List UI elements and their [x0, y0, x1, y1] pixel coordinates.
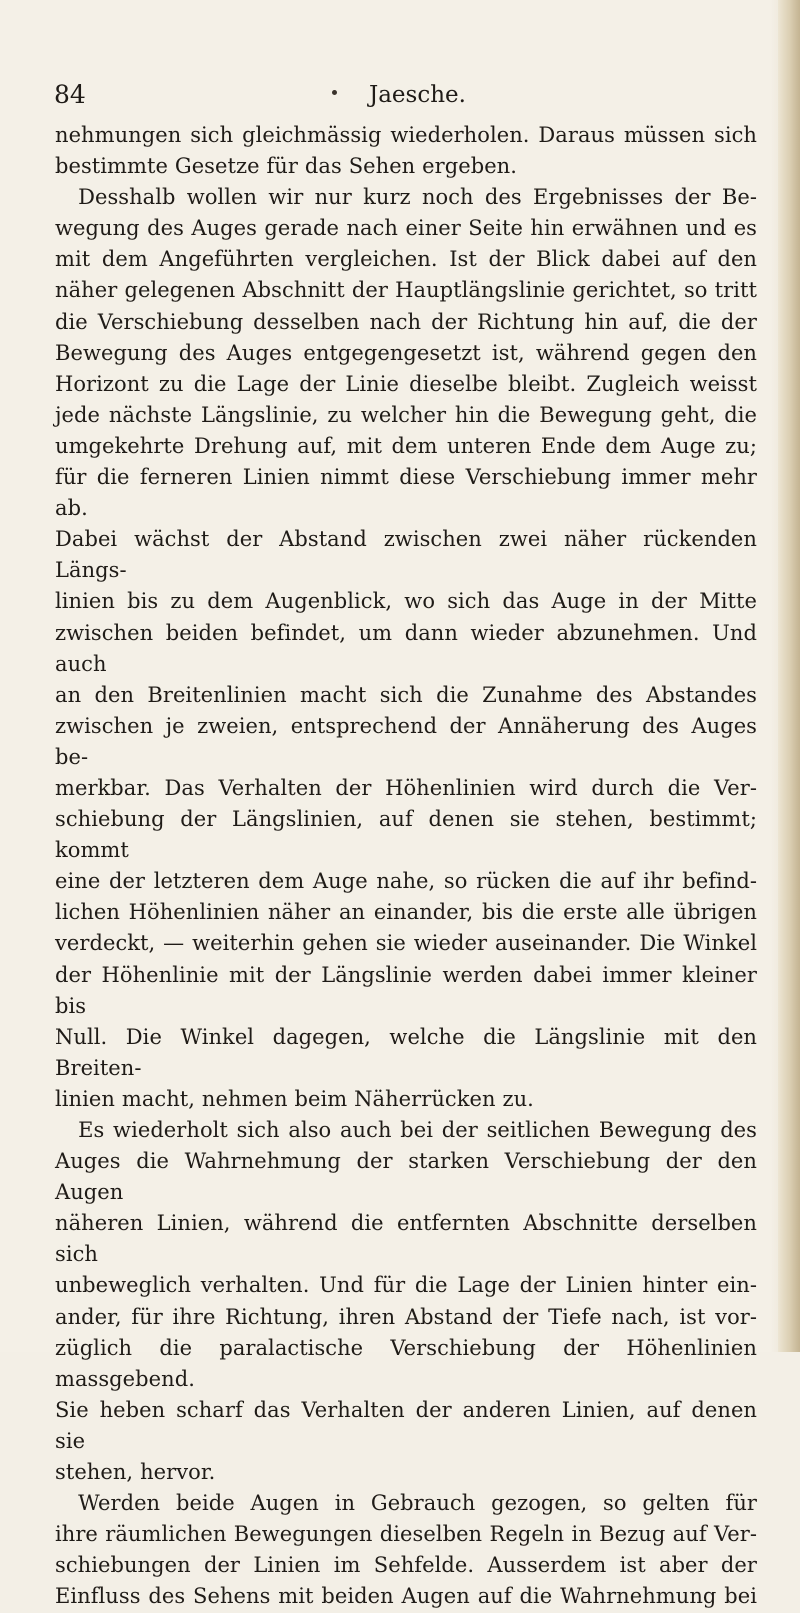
text-line: näher gelegenen Abschnitt der Hauptlängslinie gerichtet, so tritt [55, 278, 757, 303]
text-line: ander, für ihre Richtung, ihren Abstand der Tiefe nach, ist vor- [55, 1304, 757, 1329]
page-number: 84 [54, 80, 86, 109]
text-line: Horizont zu die Lage der Linie dieselbe bleibt. Zugleich weisst [55, 371, 757, 396]
text-line: unbeweglich verhalten. Und für die Lage der Linien hinter ein- [55, 1273, 757, 1298]
text-line: jede nächste Längslinie, zu welcher hin die Bewegung geht, die [55, 402, 757, 427]
text-line: züglich die paralactische Verschiebung der Höhenlinien massgebend. [55, 1335, 757, 1391]
text-line: wegung des Auges gerade nach einer Seite hin erwähnen und es [55, 216, 757, 241]
text-line: der Höhenlinie mit der Längslinie werden dabei immer kleiner bis [55, 962, 757, 1018]
text-line: verdeckt, — weiterhin gehen sie wieder auseinander. Die Winkel [55, 931, 757, 956]
text-line: eine der letzteren dem Auge nahe, so rücken die auf ihr befind- [55, 869, 757, 894]
text-line: Dabei wächst der Abstand zwischen zwei näher rückenden Längs- [55, 527, 757, 583]
text-line: mit dem Angeführten vergleichen. Ist der Blick dabei auf den [55, 247, 757, 272]
page-header [54, 80, 754, 110]
text-line: Auges die Wahrnehmung der starken Verschiebung der den Augen [55, 1149, 757, 1205]
text-line: Werden beide Augen in Gebrauch gezogen, so gelten für [78, 1491, 757, 1516]
text-line: Sie heben scharf das Verhalten der anderen Linien, auf denen sie [55, 1397, 757, 1453]
text-line: Bewegung des Auges entgegengesetzt ist, während gegen den [55, 340, 757, 365]
text-line: schiebungen der Linien im Sehfelde. Ausserdem ist aber der [55, 1553, 757, 1578]
page-edge-shadow [778, 0, 800, 1352]
text-line: nehmungen sich gleichmässig wiederholen. Daraus müssen sich [55, 123, 757, 147]
running-head: Jaesche. [369, 82, 466, 108]
text-line: linien macht, nehmen beim Näherrücken zu. [55, 1086, 534, 1111]
text-line: linien bis zu dem Augenblick, wo sich das Auge in der Mitte [55, 589, 757, 614]
text-line: zwischen je zweien, entsprechend der Annäherung des Auges be- [55, 713, 757, 769]
text-line: lichen Höhenlinien näher an einander, bis die erste alle übrigen [55, 900, 757, 925]
text-line: bestimmte Gesetze für das Sehen ergeben. [55, 154, 517, 179]
text-line: Einfluss des Sehens mit beiden Augen auf die Wahrnehmung bei [55, 1584, 757, 1609]
text-line: ihre räumlichen Bewegungen dieselben Regeln in Bezug auf Ver- [55, 1522, 757, 1547]
text-line: zwischen beiden befindet, um dann wieder abzunehmen. Und auch [55, 620, 757, 676]
text-line: schiebung der Längslinien, auf denen sie stehen, bestimmt; kommt [55, 807, 757, 863]
text-line: an den Breitenlinien macht sich die Zunahme des Abstandes [55, 682, 757, 707]
text-line: Es wiederholt sich also auch bei der seitlichen Bewegung des [78, 1118, 757, 1142]
body-text [55, 120, 757, 1613]
text-line: stehen, hervor. [55, 1460, 216, 1485]
text-line: näheren Linien, während die entfernten Abschnitte derselben sich [55, 1211, 757, 1267]
text-line: für die ferneren Linien nimmt diese Verschiebung immer mehr ab. [55, 465, 757, 521]
text-line: umgekehrte Drehung auf, mit dem unteren Ende dem Auge zu; [55, 433, 757, 458]
header-dot-mark [332, 90, 337, 95]
text-line: die Verschiebung desselben nach der Richtung hin auf, die der [55, 309, 757, 334]
text-line: Desshalb wollen wir nur kurz noch des Ergebnisses der Be- [78, 185, 757, 210]
text-line: Null. Die Winkel dagegen, welche die Längslinie mit den Breiten- [55, 1024, 757, 1080]
text-line: merkbar. Das Verhalten der Höhenlinien wird durch die Ver- [55, 775, 757, 800]
